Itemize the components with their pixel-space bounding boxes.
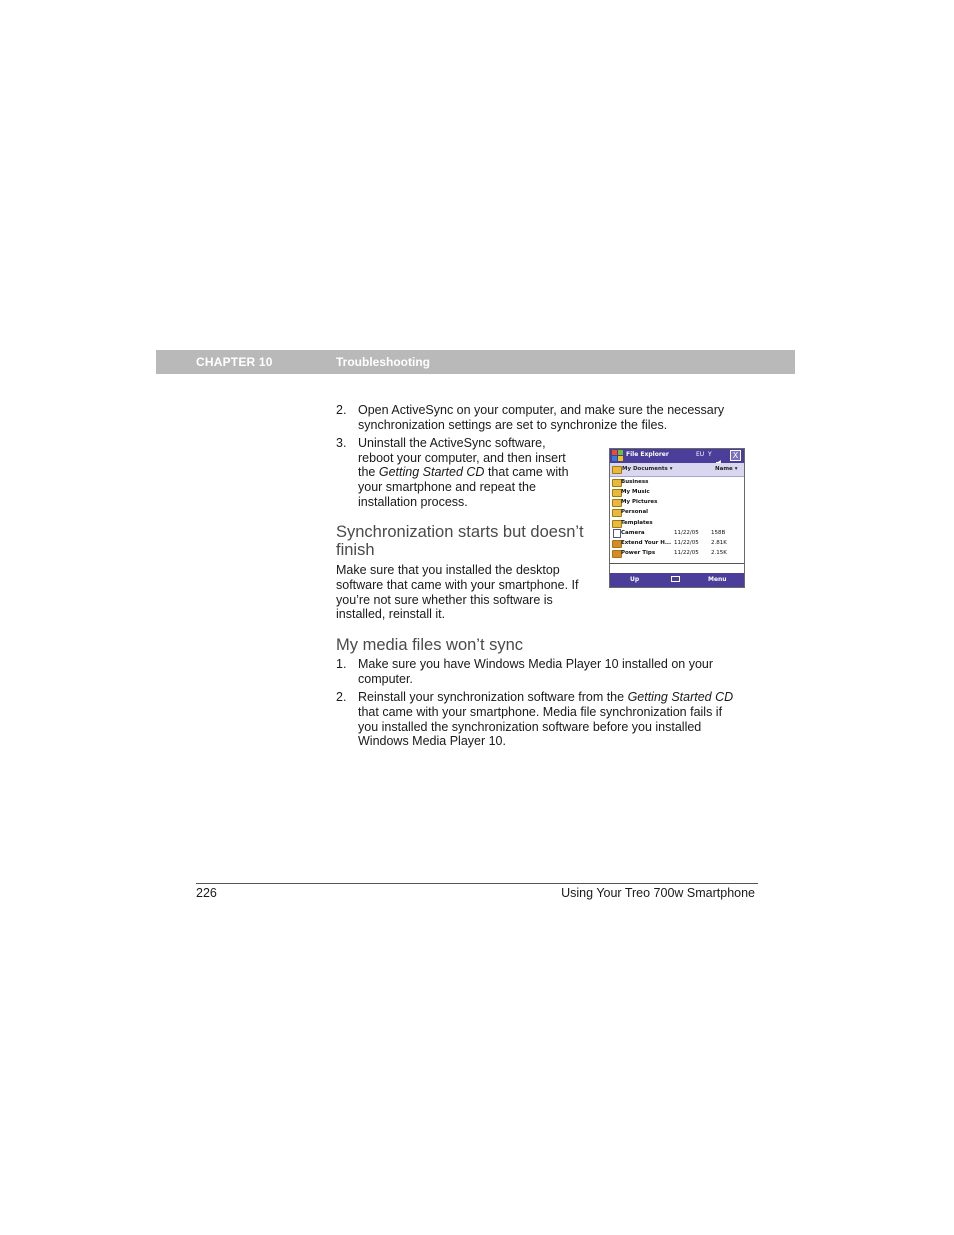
folder-icon bbox=[612, 466, 622, 474]
sort-dropdown[interactable]: Name ▾ bbox=[715, 466, 738, 472]
close-button[interactable]: X bbox=[730, 450, 741, 461]
step-text-line: installation process. bbox=[358, 495, 468, 509]
step-text-line: Windows Media Player 10. bbox=[358, 734, 506, 748]
step-number: 1. bbox=[336, 657, 347, 671]
step-text-line: Uninstall the ActiveSync software, bbox=[358, 436, 546, 450]
step-number: 2. bbox=[336, 690, 347, 704]
chapter-title: Troubleshooting bbox=[336, 355, 430, 369]
text-fragment: that came with bbox=[484, 465, 569, 479]
section-heading: Synchronization starts but doesn’t bbox=[336, 523, 584, 541]
item-name: Extend Your H... bbox=[621, 540, 672, 546]
text-fragment: Reinstall your synchronization software from the bbox=[358, 690, 628, 704]
item-date: 11/22/05 bbox=[674, 530, 699, 536]
divider bbox=[610, 563, 744, 564]
signal-icon: Y bbox=[708, 451, 712, 458]
list-item[interactable] bbox=[610, 528, 744, 538]
softkey-bar bbox=[610, 573, 744, 587]
folder-path-bar[interactable] bbox=[610, 463, 744, 477]
step-text-line: your smartphone and repeat the bbox=[358, 480, 536, 494]
network-indicator-icon: EU bbox=[696, 451, 705, 458]
section-heading: My media files won’t sync bbox=[336, 636, 524, 654]
item-size: 2.15K bbox=[711, 550, 727, 556]
menu-softkey[interactable]: Menu bbox=[708, 576, 727, 583]
item-name: Power Tips bbox=[621, 550, 656, 556]
step-text-line: you installed the synchronization software before you installed bbox=[358, 720, 702, 734]
step-text-line: computer. bbox=[358, 672, 413, 686]
windows-logo-icon bbox=[612, 450, 623, 461]
keyboard-icon[interactable] bbox=[671, 576, 680, 582]
item-date: 11/22/05 bbox=[674, 540, 699, 546]
body-text-line: Make sure that you installed the desktop bbox=[336, 563, 560, 577]
current-folder[interactable]: My Documents ▾ bbox=[622, 466, 673, 472]
step-text-line: synchronization settings are set to synchronize the files. bbox=[358, 418, 668, 432]
body-text-line: software that came with your smartphone. If bbox=[336, 578, 579, 592]
step-number: 3. bbox=[336, 436, 347, 450]
step-text-line: that came with your smartphone. Media file synchronization fails if bbox=[358, 705, 723, 719]
item-name: Camera bbox=[621, 530, 645, 536]
item-name: My Music bbox=[621, 489, 650, 495]
speaker-icon bbox=[716, 452, 724, 459]
chapter-header-bar bbox=[156, 350, 795, 374]
body-text-line: you’re not sure whether this software is bbox=[336, 593, 553, 607]
list-item[interactable] bbox=[610, 477, 744, 487]
step-text-line: reboot your computer, and then insert bbox=[358, 451, 566, 465]
up-softkey[interactable]: Up bbox=[630, 576, 640, 583]
step-text-line: Make sure you have Windows Media Player 10 installed on your bbox=[358, 657, 714, 671]
chapter-number: CHAPTER 10 bbox=[196, 355, 273, 369]
app-title: File Explorer bbox=[626, 451, 669, 458]
item-name: Templates bbox=[621, 520, 653, 526]
step-number: 2. bbox=[336, 403, 347, 417]
body-text-line: installed, reinstall it. bbox=[336, 607, 446, 621]
chevron-down-icon: ▾ bbox=[669, 466, 673, 472]
footer-rule bbox=[196, 883, 758, 884]
item-date: 11/22/05 bbox=[674, 550, 699, 556]
item-size: 158B bbox=[711, 530, 726, 536]
step-text-line: Open ActiveSync on your computer, and make sure the necessary bbox=[358, 403, 725, 417]
step-text-line-with-emphasis bbox=[358, 465, 569, 480]
list-item[interactable] bbox=[610, 497, 744, 507]
section-heading-continued: finish bbox=[336, 541, 375, 559]
item-size: 2.81K bbox=[711, 540, 727, 546]
book-title: Using Your Treo 700w Smartphone bbox=[561, 886, 755, 900]
step-text-line-with-emphasis bbox=[358, 690, 733, 705]
list-item[interactable] bbox=[610, 518, 744, 528]
item-name: Personal bbox=[621, 509, 649, 515]
chevron-down-icon: ▾ bbox=[734, 466, 738, 472]
page-number: 226 bbox=[196, 886, 217, 900]
cd-title-emphasis: Getting Started CD bbox=[378, 465, 485, 479]
item-name: My Pictures bbox=[621, 499, 658, 505]
file-explorer-screenshot bbox=[609, 448, 745, 588]
cd-title-emphasis: Getting Started CD bbox=[627, 690, 734, 704]
list-item[interactable] bbox=[610, 538, 744, 548]
list-item[interactable] bbox=[610, 507, 744, 517]
document-icon bbox=[613, 529, 621, 538]
list-item[interactable] bbox=[610, 487, 744, 497]
item-name: Business bbox=[621, 479, 649, 485]
text-fragment: the bbox=[358, 465, 379, 479]
list-item[interactable] bbox=[610, 548, 744, 558]
title-bar bbox=[610, 449, 744, 463]
